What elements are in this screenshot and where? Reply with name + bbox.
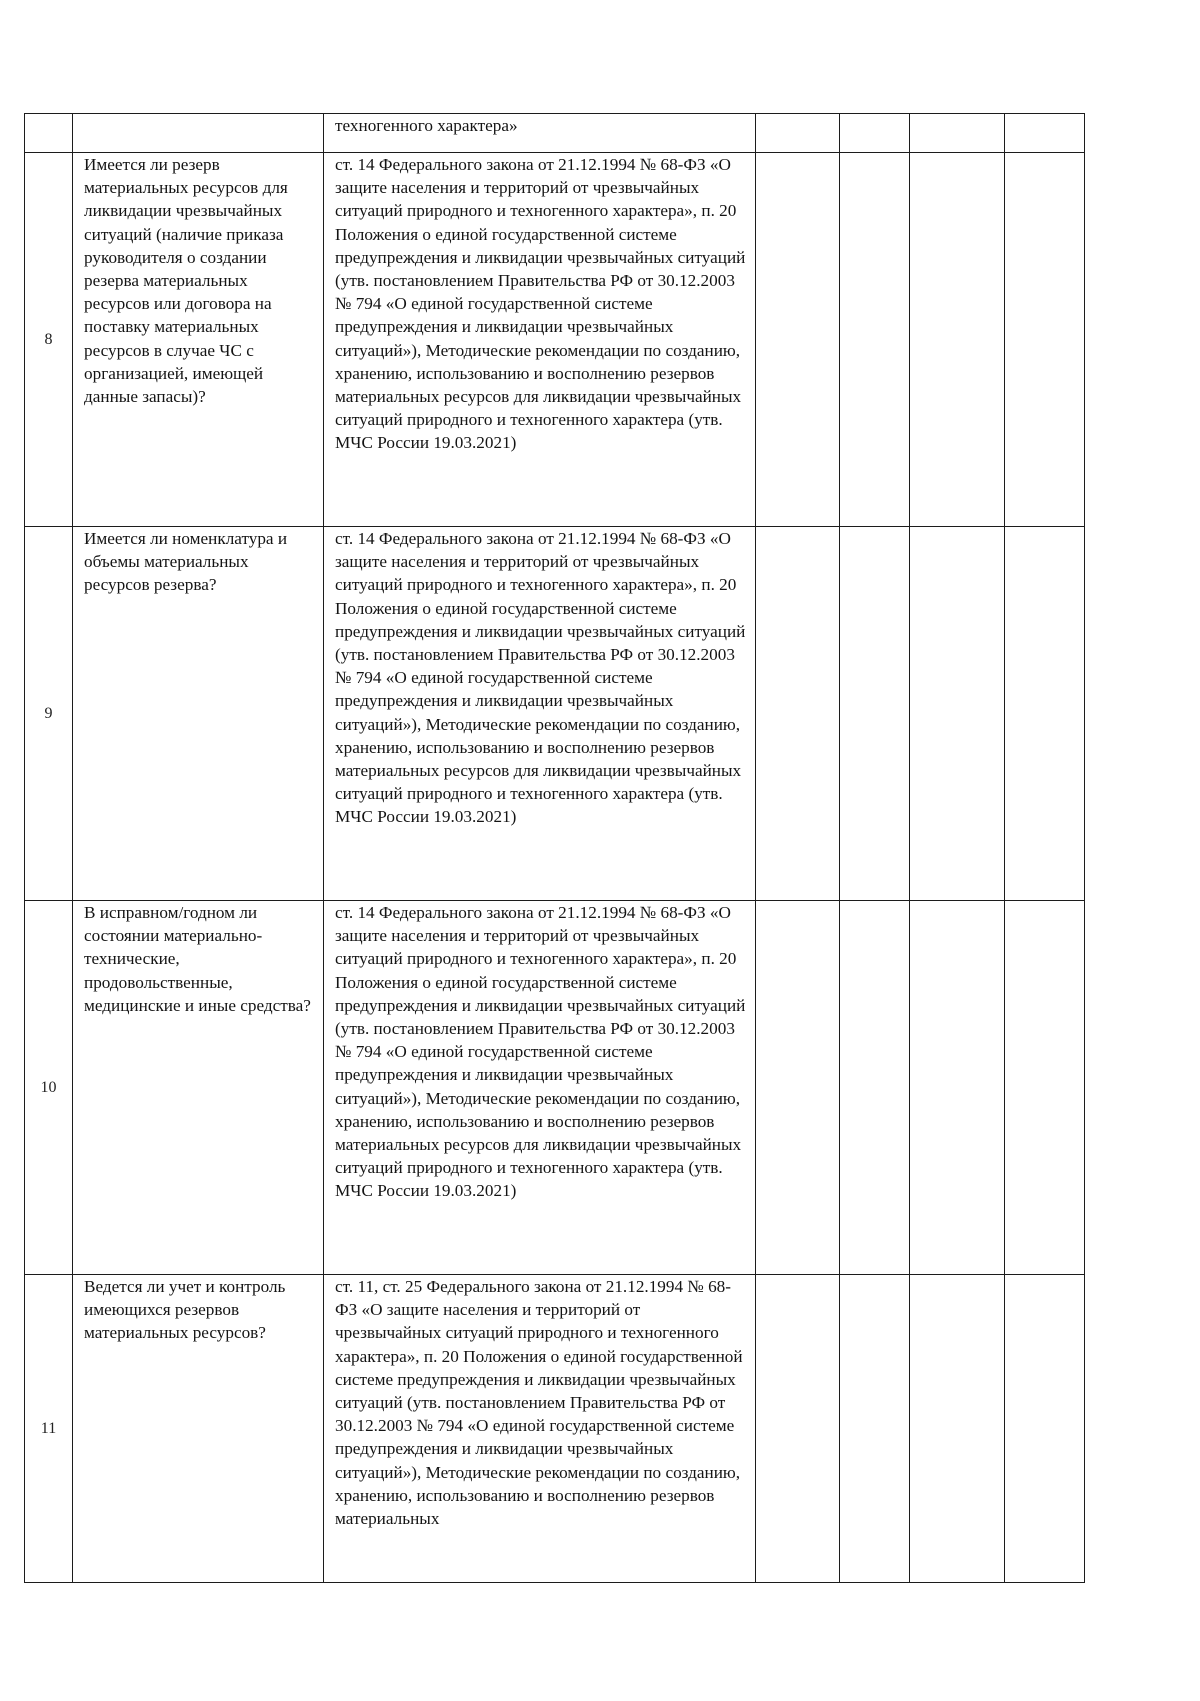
empty-cell	[756, 527, 840, 901]
empty-cell	[910, 114, 1005, 153]
legal-basis-cell	[324, 901, 756, 1275]
question-cell	[73, 901, 324, 1275]
empty-cell	[756, 114, 840, 153]
row-number: 11	[25, 1275, 73, 1583]
legal-basis-text: ст. 11, ст. 25 Федерального закона от 21.12.1994 № 68-ФЗ «О защите населения и территорий от чрезвычайных ситуаций природного и техногенного характера», п. 20 Положения о единой государственной системе предупреждения и ликвидации чрезвычайных ситуаций (утв. постановлением Правительства РФ от 30.12.2003 № 794 «О единой государственной системе предупреждения и ликвидации чрезвычайных ситуаций»), Методические рекомендации по созданию, хранению, использованию и восполнению резервов материальных	[335, 1277, 743, 1529]
question-text: Ведется ли учет и контроль имеющихся резервов материальных ресурсов?	[84, 1277, 286, 1343]
empty-cell	[840, 114, 910, 153]
table-row	[25, 901, 1085, 1275]
table-row	[25, 114, 1085, 153]
empty-cell	[1005, 901, 1085, 1275]
row-number: 8	[25, 153, 73, 527]
empty-cell	[840, 1275, 910, 1583]
empty-cell	[840, 901, 910, 1275]
legal-basis-cell	[324, 527, 756, 901]
empty-cell	[1005, 114, 1085, 153]
empty-cell	[756, 901, 840, 1275]
row-number: 9	[25, 527, 73, 901]
table-row	[25, 153, 1085, 527]
empty-cell	[840, 153, 910, 527]
question-cell	[73, 114, 324, 153]
empty-cell	[1005, 527, 1085, 901]
question-cell	[73, 527, 324, 901]
question-cell	[73, 153, 324, 527]
legal-basis-text: ст. 14 Федерального закона от 21.12.1994 № 68-ФЗ «О защите населения и территорий от чрезвычайных ситуаций природного и техногенного характера», п. 20 Положения о единой государственной системе предупреждения и ликвидации чрезвычайных ситуаций (утв. постановлением Правительства РФ от 30.12.2003 № 794 «О единой государственной системе предупреждения и ликвидации чрезвычайных ситуаций»), Методические рекомендации по созданию, хранению, использованию и восполнению резервов материальных ресурсов для ликвидации чрезвычайных ситуаций природного и техногенного характера (утв. МЧС России 19.03.2021)	[335, 903, 746, 1201]
empty-cell	[910, 153, 1005, 527]
table-row	[25, 1275, 1085, 1583]
empty-cell	[756, 153, 840, 527]
question-text: В исправном/годном ли состоянии материально-технические, продовольственные, медицинские и иные средства?	[84, 903, 311, 1015]
empty-cell	[1005, 1275, 1085, 1583]
row-number	[25, 114, 73, 153]
question-cell	[73, 1275, 324, 1583]
empty-cell	[910, 901, 1005, 1275]
empty-cell	[756, 1275, 840, 1583]
question-text: Имеется ли резерв материальных ресурсов для ликвидации чрезвычайных ситуаций (наличие приказа руководителя о создании резерва материальных ресурсов или договора на поставку материальных ресурсов в случае ЧС с организацией, имеющей данные запасы)?	[84, 155, 288, 407]
legal-basis-text: ст. 14 Федерального закона от 21.12.1994 № 68-ФЗ «О защите населения и территорий от чрезвычайных ситуаций природного и техногенного характера», п. 20 Положения о единой государственной системе предупреждения и ликвидации чрезвычайных ситуаций (утв. постановлением Правительства РФ от 30.12.2003 № 794 «О единой государственной системе предупреждения и ликвидации чрезвычайных ситуаций»), Методические рекомендации по созданию, хранению, использованию и восполнению резервов материальных ресурсов для ликвидации чрезвычайных ситуаций природного и техногенного характера (утв. МЧС России 19.03.2021)	[335, 529, 746, 827]
empty-cell	[910, 527, 1005, 901]
table-row	[25, 527, 1085, 901]
question-text: Имеется ли номенклатура и объемы материальных ресурсов резерва?	[84, 529, 288, 595]
row-number: 10	[25, 901, 73, 1275]
empty-cell	[1005, 153, 1085, 527]
legal-basis-cell	[324, 1275, 756, 1583]
legal-basis-cell	[324, 153, 756, 527]
checklist-table	[24, 113, 1085, 1583]
legal-basis-cell	[324, 114, 756, 153]
legal-basis-text: техногенного характера»	[335, 116, 518, 135]
legal-basis-text: ст. 14 Федерального закона от 21.12.1994 № 68-ФЗ «О защите населения и территорий от чрезвычайных ситуаций природного и техногенного характера», п. 20 Положения о единой государственной системе предупреждения и ликвидации чрезвычайных ситуаций (утв. постановлением Правительства РФ от 30.12.2003 № 794 «О единой государственной системе предупреждения и ликвидации чрезвычайных ситуаций»), Методические рекомендации по созданию, хранению, использованию и восполнению резервов материальных ресурсов для ликвидации чрезвычайных ситуаций природного и техногенного характера (утв. МЧС России 19.03.2021)	[335, 155, 746, 453]
empty-cell	[840, 527, 910, 901]
empty-cell	[910, 1275, 1005, 1583]
